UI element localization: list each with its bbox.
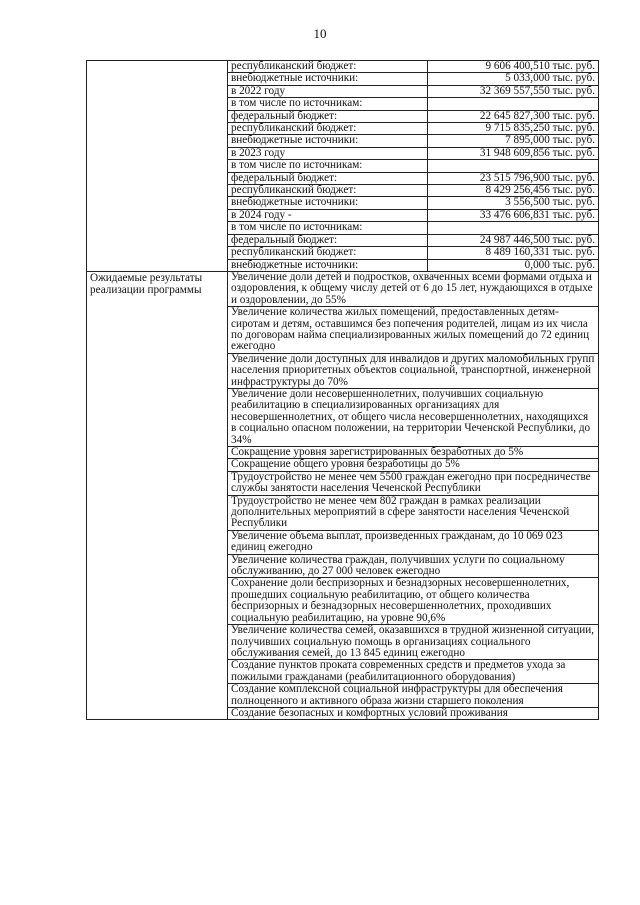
funding-source-label: федеральный бюджет: [228,172,428,184]
expected-result-item: Трудоустройство не менее чем 802 граждан в рамках реализации дополнительных мероприятий в сфере занятости населения Чеченской Республики [228,495,599,530]
funding-amount [428,222,599,234]
funding-amount: 0,000 тыс. руб. [428,259,599,271]
expected-result-item: Увеличение объема выплат, произведенных гражданам, до 10 069 023 единиц ежегодно [228,530,599,554]
expected-result-item: Увеличение количества граждан, получивших услуги по социальному обслуживанию, до 27 000 человек ежегодно [228,554,599,578]
funding-amount: 9 715 835,250 тыс. руб. [428,123,599,135]
expected-result-item: Увеличение количества семей, оказавшихся в трудной жизненной ситуации, получивших социальную помощь в организациях социального обслуживания семей, до 13 845 единиц ежегодно [228,625,599,660]
funding-source-label: внебюджетные источники: [228,197,428,209]
funding-source-label: в том числе по источникам: [228,222,428,234]
funding-amount: 8 489 160,331 тыс. руб. [428,247,599,259]
funding-label-cell [87,61,228,272]
funding-amount: 9 606 400,510 тыс. руб. [428,61,599,73]
funding-source-label: внебюджетные источники: [228,73,428,85]
funding-source-label: в том числе по источникам: [228,160,428,172]
funding-source-label: в 2022 году [228,85,428,97]
funding-source-label: республиканский бюджет: [228,123,428,135]
expected-results-label: Ожидаемые результаты реализации программы [90,271,203,296]
funding-source-label: в 2024 году - [228,209,428,221]
funding-source-label: федеральный бюджет: [228,234,428,246]
funding-source-label: внебюджетные источники: [228,259,428,271]
funding-source-label: республиканский бюджет: [228,247,428,259]
funding-amount [428,98,599,110]
expected-result-item: Создание пунктов проката современных средств и предметов ухода за пожилыми гражданами (реабилитационного оборудования) [228,660,599,684]
funding-amount: 32 369 557,550 тыс. руб. [428,85,599,97]
funding-source-label: в 2023 году [228,147,428,159]
funding-amount: 24 987 446,500 тыс. руб. [428,234,599,246]
funding-amount: 31 948 609,856 тыс. руб. [428,147,599,159]
expected-result-item: Создание безопасных и комфортных условий проживания [228,707,599,719]
funding-amount: 33 476 606,831 тыс. руб. [428,209,599,221]
funding-source-label: республиканский бюджет: [228,61,428,73]
funding-source-label: в том числе по источникам: [228,98,428,110]
expected-result-item: Создание комплексной социальной инфраструктуры для обеспечения полноценного и активного образа жизни старшего поколения [228,684,599,708]
page-number: 10 [313,26,327,41]
expected-result-item: Увеличение количества жилых помещений, предоставленных детям-сиротам и детям, оставшимся без попечения родителей, лицам из их числа по договорам найма специализированных жилых помещений до 72 единиц ежегодно [228,307,599,354]
funding-amount: 22 645 827,300 тыс. руб. [428,110,599,122]
funding-amount: 5 033,000 тыс. руб. [428,73,599,85]
expected-result-item: Сокращение общего уровня безработицы до 5% [228,459,599,471]
funding-source-label: республиканский бюджет: [228,185,428,197]
funding-source-label: внебюджетные источники: [228,135,428,147]
funding-amount: 8 429 256,456 тыс. руб. [428,185,599,197]
result-row [87,271,599,306]
expected-result-item: Увеличение доли несовершеннолетних, получивших социальную реабилитацию в специализированных организациях для несовершеннолетних, от общего числа несовершеннолетних, находящихся в социально опасном положении, на территории Чеченской Республики, до 34% [228,388,599,446]
funding-amount: 23 515 796,900 тыс. руб. [428,172,599,184]
funding-amount: 7 895,000 тыс. руб. [428,135,599,147]
funding-amount [428,160,599,172]
expected-result-item: Сохранение доли беспризорных и безнадзорных несовершеннолетних, прошедших социальную реабилитацию, от общего количества беспризорных и безнадзорных несовершеннолетних, проходивших социальную реабилитацию, на уровне 90,6% [228,578,599,625]
expected-result-item: Увеличение доли доступных для инвалидов и других маломобильных групп населения приоритетных объектов социальной, транспортной, инженерной инфраструктуры до 70% [228,353,599,388]
table-body [87,61,599,720]
funding-row [87,61,599,73]
expected-result-item: Увеличение доли детей и подростков, охваченных всеми формами отдыха и оздоровления, к общему числу детей от 6 до 15 лет, нуждающихся в отдыхе и оздоровлении, до 55% [228,271,599,306]
funding-source-label: федеральный бюджет: [228,110,428,122]
expected-result-item: Трудоустройство не менее чем 5500 граждан ежегодно при посредничестве службы занятости населения Чеченской Республики [228,471,599,495]
funding-amount: 3 556,500 тыс. руб. [428,197,599,209]
program-passport-table [86,60,599,720]
expected-result-item: Сокращение уровня зарегистрированных безработных до 5% [228,447,599,459]
expected-results-label-cell [87,271,228,719]
